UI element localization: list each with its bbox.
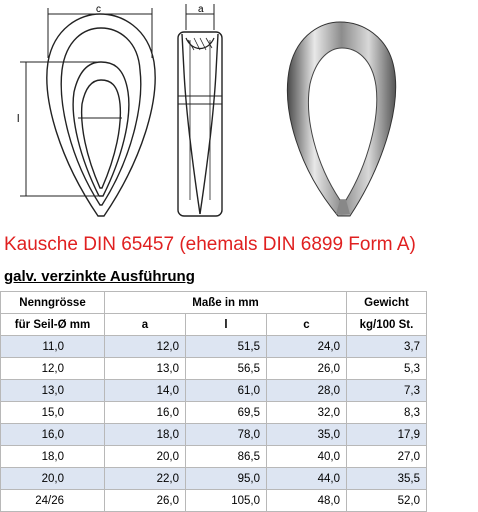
cell-weight: 5,3 (347, 358, 427, 380)
cell-weight: 7,3 (347, 380, 427, 402)
table-row (1, 468, 427, 490)
table-row (1, 402, 427, 424)
cell-seil-size: 13,0 (1, 380, 105, 402)
cell-l: 69,5 (186, 402, 267, 424)
cell-weight: 35,5 (347, 468, 427, 490)
cell-l: 105,0 (186, 490, 267, 512)
cell-seil-size: 20,0 (1, 468, 105, 490)
cell-a: 14,0 (105, 380, 186, 402)
cell-l: 56,5 (186, 358, 267, 380)
header-l: l (186, 314, 267, 336)
table-row (1, 490, 427, 512)
cell-seil-size: 11,0 (1, 336, 105, 358)
thimble-side-view (178, 32, 222, 216)
cell-l: 61,0 (186, 380, 267, 402)
table-row (1, 336, 427, 358)
table-header-row-1 (1, 292, 427, 314)
table-row (1, 358, 427, 380)
cell-a: 16,0 (105, 402, 186, 424)
cell-a: 22,0 (105, 468, 186, 490)
cell-l: 78,0 (186, 424, 267, 446)
table-row (1, 380, 427, 402)
cell-c: 24,0 (267, 336, 347, 358)
cell-c: 40,0 (267, 446, 347, 468)
thimble-technical-drawing (0, 0, 478, 230)
dimension-l-label: l (17, 113, 20, 125)
cell-weight: 27,0 (347, 446, 427, 468)
cell-a: 18,0 (105, 424, 186, 446)
header-gewicht: Gewicht (347, 292, 427, 314)
cell-a: 13,0 (105, 358, 186, 380)
cell-c: 32,0 (267, 402, 347, 424)
dimension-c-label: c (96, 4, 101, 15)
cell-l: 95,0 (186, 468, 267, 490)
header-c: c (267, 314, 347, 336)
cell-c: 28,0 (267, 380, 347, 402)
cell-seil-size: 24/26 (1, 490, 105, 512)
cell-c: 26,0 (267, 358, 347, 380)
thimble-photo (287, 22, 395, 216)
header-nenngroesse: Nenngrösse (1, 292, 105, 314)
table-header-row-2 (1, 314, 427, 336)
cell-l: 51,5 (186, 336, 267, 358)
product-subtitle: galv. verzinkte Ausführung (4, 268, 195, 285)
cell-seil-size: 18,0 (1, 446, 105, 468)
header-masse: Maße in mm (105, 292, 347, 314)
header-seil: für Seil-Ø mm (1, 314, 105, 336)
cell-seil-size: 12,0 (1, 358, 105, 380)
cell-weight: 3,7 (347, 336, 427, 358)
cell-a: 20,0 (105, 446, 186, 468)
header-weight-unit: kg/100 St. (347, 314, 427, 336)
dimension-l (20, 62, 98, 196)
cell-weight: 17,9 (347, 424, 427, 446)
spec-table (0, 291, 427, 512)
cell-weight: 52,0 (347, 490, 427, 512)
cell-c: 48,0 (267, 490, 347, 512)
dimension-a-label: a (198, 4, 204, 15)
cell-l: 86,5 (186, 446, 267, 468)
cell-seil-size: 15,0 (1, 402, 105, 424)
header-a: a (105, 314, 186, 336)
cell-weight: 8,3 (347, 402, 427, 424)
table-row (1, 424, 427, 446)
cell-a: 12,0 (105, 336, 186, 358)
dimension-c (48, 8, 152, 58)
cell-c: 35,0 (267, 424, 347, 446)
cell-seil-size: 16,0 (1, 424, 105, 446)
product-title: Kausche DIN 65457 (ehemals DIN 6899 Form A) (4, 234, 416, 255)
table-row (1, 446, 427, 468)
thimble-front-view (47, 14, 155, 216)
cell-a: 26,0 (105, 490, 186, 512)
cell-c: 44,0 (267, 468, 347, 490)
